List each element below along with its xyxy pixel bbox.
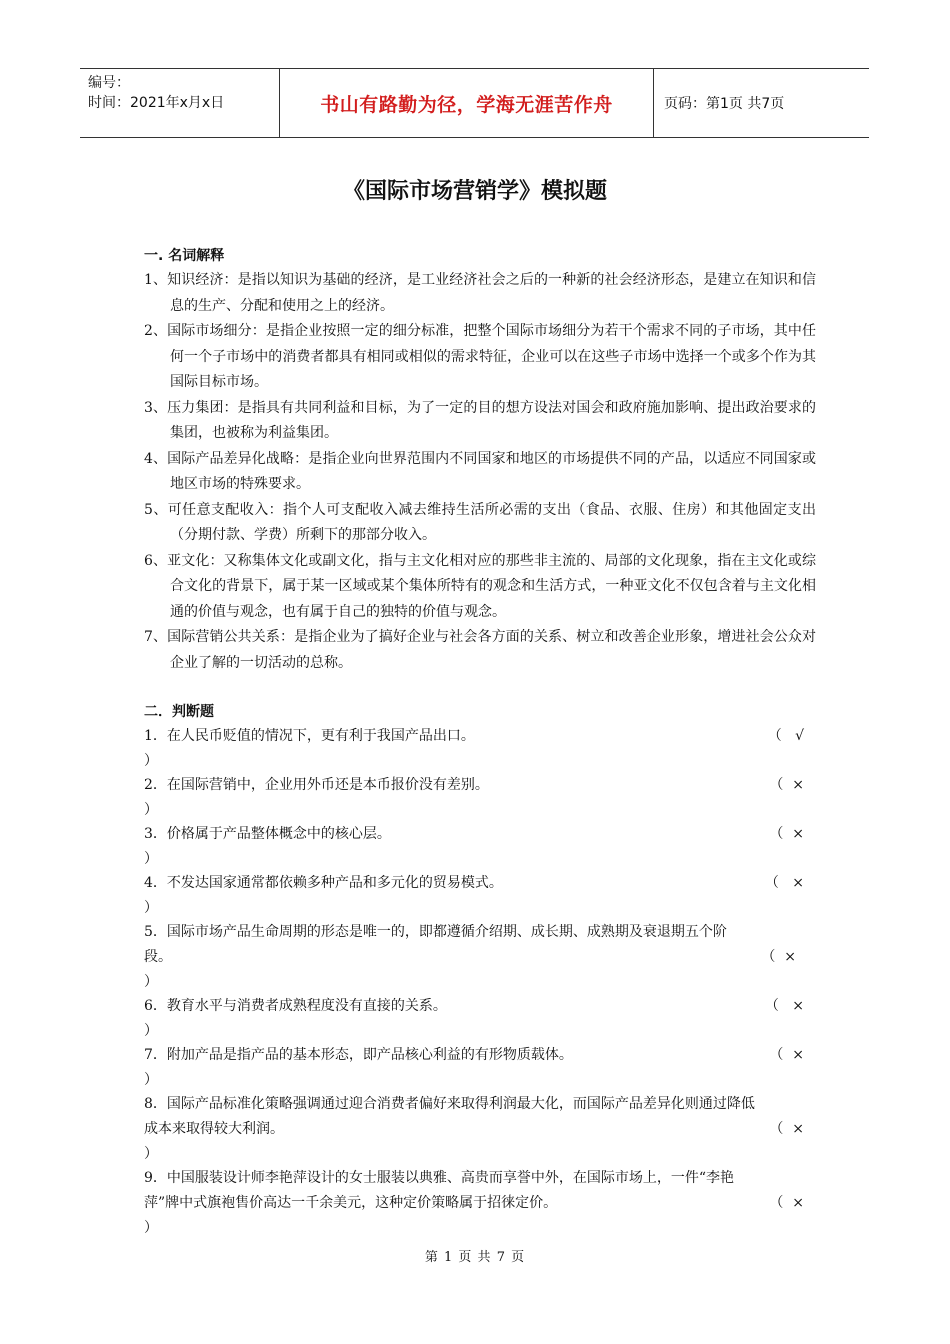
judgement-item	[144, 1043, 816, 1092]
header-table	[80, 68, 869, 138]
question-text: 8．国际产品标准化策略强调通过迎合消费者偏好来取得利润最大化，而国际产品差异化则通过降低成本来取得较大利润。	[144, 1096, 755, 1137]
answer-mark: （ ×	[769, 1047, 804, 1063]
answer-mark: （ ×	[769, 1121, 804, 1137]
judgement-item	[144, 994, 816, 1043]
document-title: 《国际市场营销学》模拟题	[342, 179, 607, 204]
answer-mark: （ ×	[761, 949, 796, 965]
answer-mark: （ ×	[764, 998, 804, 1014]
motto: 书山有路勤为径，学海无涯苦作舟	[280, 69, 654, 137]
answer-mark: （ ×	[769, 826, 804, 842]
question-text: 3．价格属于产品整体概念中的核心层。	[144, 826, 391, 842]
judgement-item	[144, 773, 816, 822]
judgement-item	[144, 920, 816, 994]
term-item: 3、压力集团：是指具有共同利益和目标，为了一定的目的想方设法对国会和政府施加影响、提出政治要求的集团，也被称为利益集团。	[144, 399, 816, 441]
close-paren: ）	[144, 802, 158, 818]
page-info: 页码：第1页 共7页	[664, 96, 785, 112]
header-left-cell	[80, 69, 280, 137]
close-paren: ）	[144, 1023, 158, 1039]
judgement-item	[144, 1092, 816, 1166]
close-paren: ）	[144, 974, 158, 990]
judgement-item	[144, 822, 816, 871]
code-label: 编号：	[88, 75, 130, 91]
close-paren: ）	[144, 1146, 158, 1162]
answer-mark: （ √	[767, 728, 804, 744]
question-text: 9．中国服装设计师李艳萍设计的女士服装以典雅、高贵而享誉中外，在国际市场上，一件“李艳萍”牌中式旗袍售价高达一千余美元，这种定价策略属于招徕定价。	[144, 1170, 735, 1211]
judgement-list	[144, 724, 816, 1240]
close-paren: ）	[144, 851, 158, 867]
term-list	[144, 268, 816, 676]
judgement-item	[144, 724, 816, 773]
page-footer: 第 1 页 共 7 页	[424, 1250, 526, 1265]
answer-mark: （ ×	[764, 875, 804, 891]
close-paren: ）	[144, 900, 158, 916]
term-item: 1、知识经济：是指以知识为基础的经济，是工业经济社会之后的一种新的社会经济形态，是建立在知识和信息的生产、分配和使用之上的经济。	[144, 272, 816, 314]
term-item: 2、国际市场细分：是指企业按照一定的细分标准，把整个国际市场细分为若干个需求不同的子市场，其中任何一个子市场中的消费者都具有相同或相似的需求特征，企业可以在这些子市场中选择一个或多个作为其国际目标市场。	[144, 323, 816, 390]
section2-heading: 二．判断题	[144, 704, 214, 720]
term-item: 5、可任意支配收入：指个人可支配收入减去维持生活所必需的支出（食品、衣服、住房）和其他固定支出（分期付款、学费）所剩下的那部分收入。	[144, 501, 816, 543]
date-label: 时间：2021年x月x日	[88, 95, 225, 111]
judgement-item	[144, 1166, 816, 1240]
answer-mark: （ ×	[769, 777, 804, 793]
answer-mark: （ ×	[769, 1195, 804, 1211]
close-paren: ）	[144, 1220, 158, 1236]
term-item: 7、国际营销公共关系：是指企业为了搞好企业与社会各方面的关系、树立和改善企业形象，增进社会公众对企业了解的一切活动的总称。	[144, 629, 816, 671]
question-text: 6．教育水平与消费者成熟程度没有直接的关系。	[144, 998, 447, 1014]
question-text: 2．在国际营销中，企业用外币还是本币报价没有差别。	[144, 777, 489, 793]
document-body	[144, 244, 816, 1240]
section1-heading: 一. 名词解释	[144, 248, 225, 264]
judgement-item	[144, 871, 816, 920]
term-item: 6、亚文化：又称集体文化或副文化，指与主文化相对应的那些非主流的、局部的文化现象，指在主文化或综合文化的背景下，属于某一区域或某个集体所特有的观念和生活方式，一种亚文化不仅包含着与主文化相通的价值与观念，也有属于自己的独特的价值与观念。	[144, 552, 816, 620]
close-paren: ）	[144, 753, 158, 769]
close-paren: ）	[144, 1072, 158, 1088]
question-text: 1．在人民币贬值的情况下，更有利于我国产品出口。	[144, 728, 475, 744]
question-text: 4．不发达国家通常都依赖多种产品和多元化的贸易模式。	[144, 875, 503, 891]
question-text: 5．国际市场产品生命周期的形态是唯一的，即都遵循介绍期、成长期、成熟期及衰退期五个阶段。	[144, 924, 727, 965]
term-item: 4、国际产品差异化战略：是指企业向世界范围内不同国家和地区的市场提供不同的产品，以适应不同国家或地区市场的特殊要求。	[144, 450, 816, 492]
question-text: 7．附加产品是指产品的基本形态，即产品核心利益的有形物质载体。	[144, 1047, 573, 1063]
